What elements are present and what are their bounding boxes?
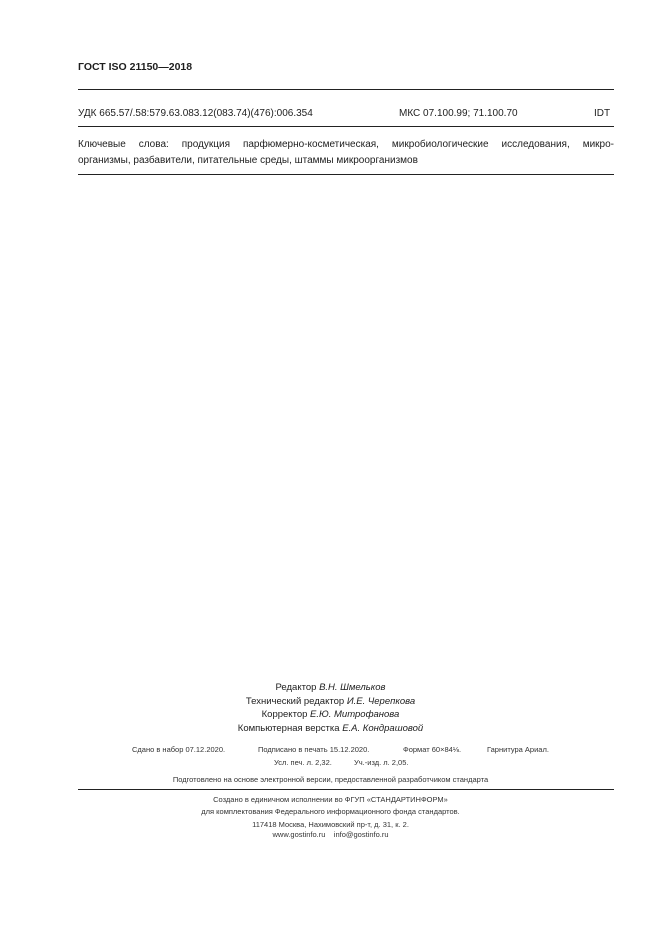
- corrector-name: Е.Ю. Митрофанова: [310, 709, 400, 720]
- prepared-note: Подготовлено на основе электронной версии, предоставленной разработчиком стандарта: [172, 775, 489, 784]
- divider-bottom: [78, 789, 614, 790]
- edit-sheets: Уч.-изд. л. 2,05.: [354, 758, 409, 767]
- tech-editor-label: Технический редактор: [245, 695, 345, 707]
- corrector-label: Корректор: [261, 709, 308, 720]
- tech-editor-name: И.Е. Черепкова: [346, 695, 416, 707]
- divider-classification: [78, 126, 614, 127]
- document-id: ГОСТ ISO 21150—2018: [78, 61, 193, 73]
- mks-code: МКС 07.100.99; 71.100.70: [399, 108, 518, 119]
- email-link[interactable]: info@gostinfo.ru: [333, 830, 389, 839]
- layout-name: Е.А. Кондрашовой: [342, 722, 424, 734]
- layout-row: [0, 722, 661, 736]
- imprint-line-2: для комплектования Федерального информационного фонда стандартов.: [201, 807, 460, 816]
- imprint-contacts: [0, 830, 661, 839]
- keywords-block: [78, 137, 614, 169]
- corrector-row: [0, 708, 661, 722]
- keywords-line-2: организмы, разбавители, питательные среды, штаммы микроорганизмов: [78, 155, 418, 166]
- font-info: Гарнитура Ариал.: [487, 745, 549, 754]
- idt-label: IDT: [594, 108, 611, 119]
- print-sheets: Усл. печ. л. 2,32.: [274, 758, 332, 767]
- keywords-line-1: Ключевые слова: продукция парфюмерно-косметическая, микробиологические исследования, микро-: [78, 139, 614, 150]
- format-info: Формат 60×84⅛.: [403, 745, 462, 754]
- signed-date: Подписано в печать 15.12.2020.: [258, 745, 370, 754]
- editor-row: [0, 681, 661, 695]
- imprint-address: 117418 Москва, Нахимовский пр-т, д. 31, к. 2.: [252, 820, 409, 829]
- tech-editor-row: [0, 695, 661, 709]
- credits-block: [0, 681, 661, 735]
- divider-keywords: [78, 174, 614, 175]
- divider-top: [78, 89, 614, 90]
- sent-date: Сдано в набор 07.12.2020.: [132, 745, 226, 754]
- layout-label: Компьютерная верстка: [237, 722, 340, 734]
- editor-label: Редактор: [275, 682, 317, 693]
- editor-name: В.Н. Шмельков: [319, 682, 386, 693]
- website-link[interactable]: www.gostinfo.ru: [272, 830, 326, 839]
- imprint-line-1: Создано в единичном исполнении во ФГУП «СТАНДАРТИНФОРМ»: [213, 795, 448, 804]
- udk-code: УДК 665.57/.58:579.63.083.12(083.74)(476):006.354: [78, 108, 313, 119]
